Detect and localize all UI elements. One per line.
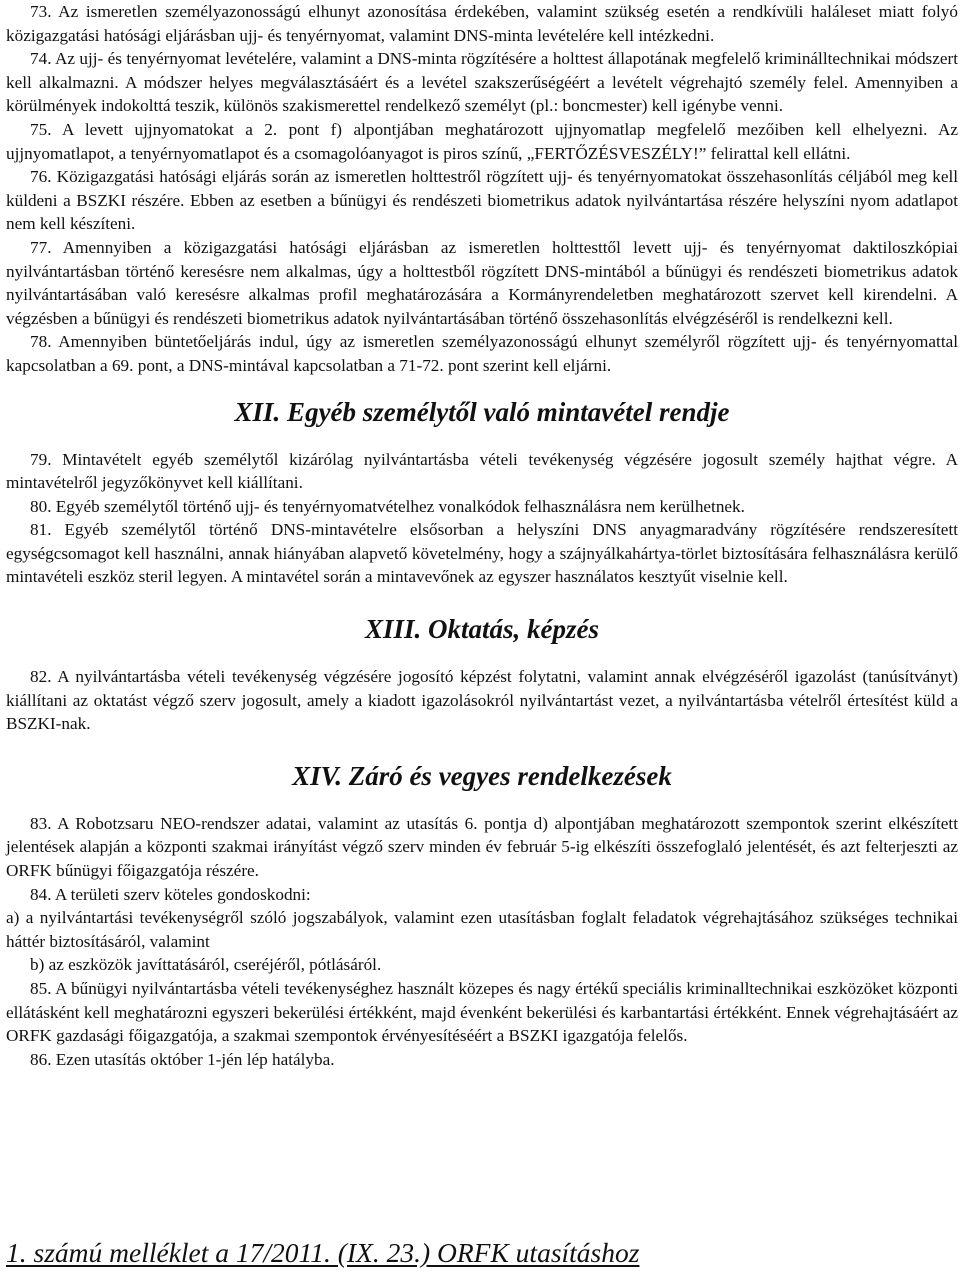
- paragraph-85: 85. A bűnügyi nyilvántartásba vételi tevékenységhez használt közepes és nagy értékű speciális kriminalltechnikai eszközöket központi ellátásként kell meghatározni egyszeri bekerülési értékként, majd évenként bekerülési és karbantartási értékként. Ennek végrehajtásáért az ORFK gazdasági főigazgatója, a szakmai szempontok érvényesítéséért a BSZKI igazgatója felelős.: [6, 979, 958, 1046]
- section-xiii-heading: XIII. Oktatás, képzés: [364, 614, 600, 645]
- section-xiv-heading: XIV. Záró és vegyes rendelkezések: [292, 760, 672, 791]
- top-paragraphs: [6, 0, 958, 378]
- paragraph-78: 78. Amennyiben büntetőeljárás indul, úgy az ismeretlen személyazonosságú elhunyt személyről rögzített ujj- és tenyérnyomattal kapcsolatban a 69. pont, a DNS-mintával kapcsolatban a 71-72. pont szerint kell eljárni.: [6, 332, 958, 375]
- section-xii-heading: XII. Egyéb személytől való mintavétel rendje: [234, 396, 730, 427]
- paragraph-80: 80. Egyéb személytől történő ujj- és tenyérnyomatvételhez vonalkódok felhasználásra nem kerülhetnek.: [30, 496, 745, 516]
- paragraph-86: 86. Ezen utasítás október 1-jén lép hatályba.: [30, 1049, 335, 1069]
- paragraph-76: 76. Közigazgatási hatósági eljárás során az ismeretlen holttestről rögzített ujj- és tenyérnyomatokat összehasonlítás céljából meg kell küldeni a BSZKI részére. Ebben az esetben a bűnügyi és rendészeti biometrikus adatok nyilvántartása részére helyszíni nyom adatlapot nem kell készíteni.: [6, 167, 958, 234]
- paragraph-75: 75. A levett ujjnyomatokat a 2. pont f) alpontjában meghatározott ujjnyomatlap megfelelő mezőiben kell elhelyezni. Az ujjnyomatlapot, a tenyérnyomatlapot és a csomagolóanyagot is piros színű, „FERTŐZÉSVESZÉLY!” felirattal kell ellátni.: [6, 119, 958, 163]
- paragraph-79: 79. Mintavételt egyéb személytől kizárólag nyilvántartásba vételi tevékenység végzésére jogosult személy hajthat végre. A mintavételről jegyzőkönyvet kell kiállítani.: [6, 449, 958, 493]
- paragraph-84-a: a) a nyilvántartási tevékenységről szóló jogszabályok, valamint ezen utasításban foglalt feladatok végrehajtásához szükséges technikai háttér biztosításáról, valamint: [6, 908, 958, 951]
- paragraph-84-b: b) az eszközök javíttatásáról, cseréjéről, pótlásáról.: [30, 955, 382, 975]
- paragraph-83: 83. A Robotzsaru NEO-rendszer adatai, valamint az utasítás 6. pontja d) alpontjában meghatározott szempontok szerint elkészített jelentések alapján a központi szakmai irányítást végző szerv minden év február 5-ig elkészíti összefoglaló jelentését, és azt felterjeszti az ORFK bűnügyi főigazgatója részére.: [6, 813, 958, 881]
- paragraph-81: 81. Egyéb személytől történő DNS-mintavételre elsősorban a helyszíni DNS anyagmaradvány rögzítésére rendszeresített egységcsomagot kell használni, annak hiányában alapvető követelmény, hogy a szájnyálkahártya-törlet biztosítására felhasználásra kerülő mintavételi eszköz steril legyen. A mintavétel során a mintavevőnek az egyszer használatos kesztyűt viselnie kell.: [6, 520, 958, 587]
- section-xii-body: [6, 448, 958, 590]
- paragraph-74: 74. Az ujj- és tenyérnyomat levételére, valamint a DNS-minta rögzítésére a holttest állapotának megfelelő kriminálltechnikai módszert kell alkalmazni. A módszer helyes megválasztásáért és a levétel szakszerűségéért a levételt végrehajtó személy felel. Amennyiben a körülmények indokolttá teszik, különös szakismerettel rendelkező személyt (pl.: boncmester) kell igénybe venni.: [6, 49, 958, 116]
- paragraph-77: 77. Amennyiben a közigazgatási hatósági eljárásban az ismeretlen holttesttől levett ujj- és tenyérnyomat daktiloszkópiai nyilvántartásban történő keresésre nem alkalmas, úgy a holttestből rögzített DNS-mintából a bűnügyi és rendészeti biometrikus adatok nyilvántartásában való keresésre alkalmas profil meghatározására a Kormányrendeletben meghatározott szervet kell kirendelni. A végzésben a bűnügyi és rendészeti biometrikus adatok nyilvántartásában történő összehasonlítás elvégzéséről is rendelkezni kell.: [6, 237, 958, 328]
- paragraph-73: 73. Az ismeretlen személyazonosságú elhunyt azonosítása érdekében, valamint szükség esetén a rendkívüli haláleset miatt folyó közigazgatási hatósági eljárásban ujj- és tenyérnyomat, valamint DNS-minta levételére kell intézkedni.: [6, 2, 958, 45]
- paragraph-82: 82. A nyilvántartásba vételi tevékenység végzésére jogosító képzést folytatni, valamint annak elvégzéséről igazolást (tanúsítványt) kiállítani az oktatást végző szerv jogosult, amely a kiadott igazolásokról nyilvántartást vezet, a nyilvántartásba vételről értesítést küld a BSZKI-nak.: [6, 667, 958, 734]
- section-xiii-body: [6, 665, 958, 736]
- section-xiv-body: [6, 812, 958, 1072]
- paragraph-84: 84. A területi szerv köteles gondoskodni:: [30, 884, 311, 904]
- annex-title: 1. számú melléklet a 17/2011. (IX. 23.) ORFK utasításhoz: [6, 1237, 640, 1268]
